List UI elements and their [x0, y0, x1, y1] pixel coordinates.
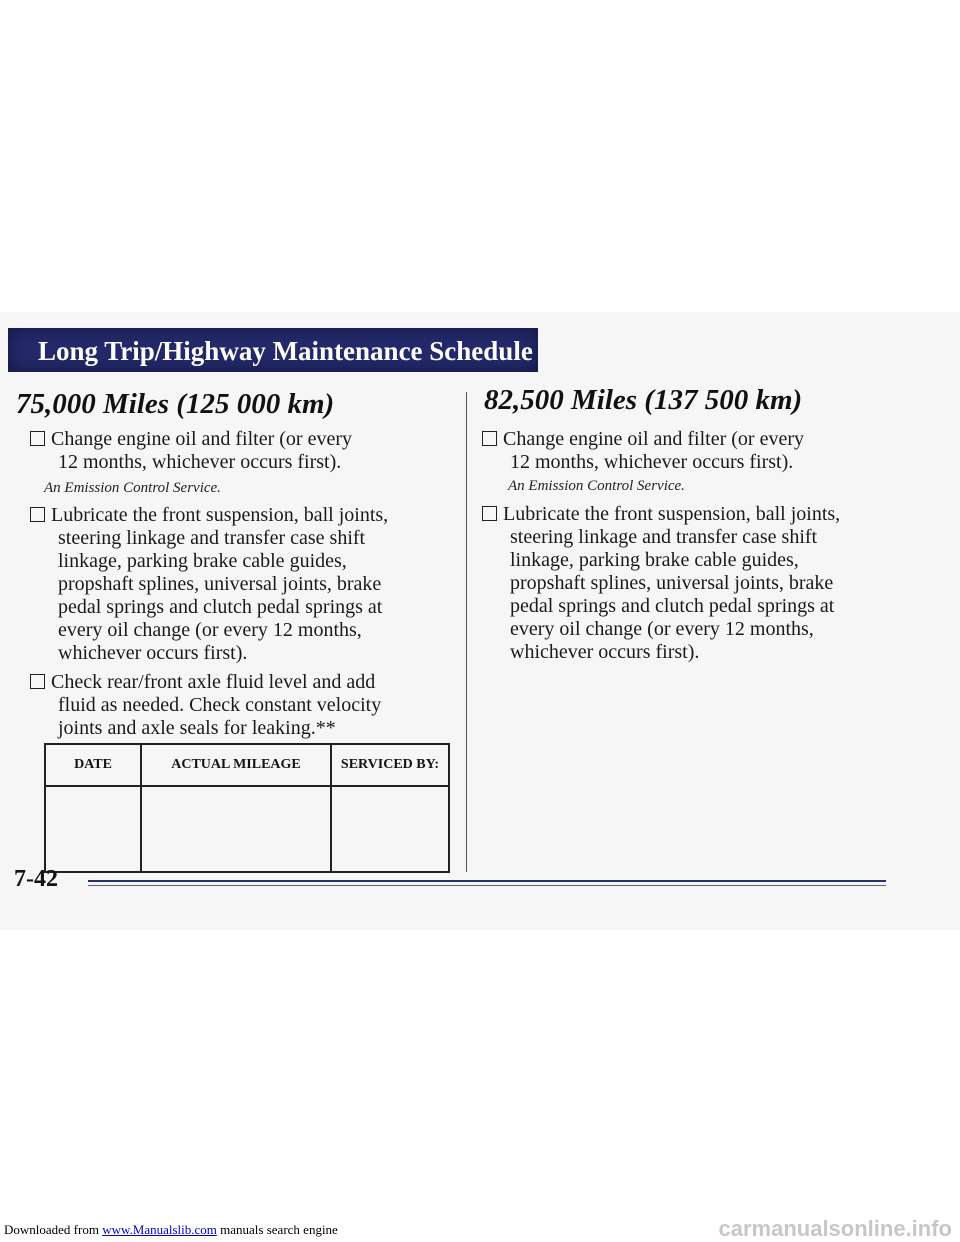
item-text: every oil change (or every 12 months, — [510, 618, 814, 640]
watermark-text: carmanualsonline.info — [718, 1216, 952, 1241]
page-number: 7-42 — [14, 866, 58, 892]
item-text: steering linkage and transfer case shift — [58, 527, 366, 549]
item-text: Change engine oil and filter (or every — [51, 428, 352, 450]
checkbox-icon[interactable] — [482, 506, 497, 521]
left-emission-note: An Emission Control Service. — [44, 480, 221, 496]
item-text: Lubricate the front suspension, ball joints, — [51, 504, 389, 526]
section-banner — [8, 328, 538, 372]
right-emission-note: An Emission Control Service. — [508, 478, 685, 494]
footer-rule — [88, 880, 886, 882]
checkbox-icon[interactable] — [30, 431, 45, 446]
item-text: every oil change (or every 12 months, — [58, 619, 362, 641]
service-record-table — [44, 743, 450, 873]
footer-rule-thin — [88, 885, 886, 886]
item-text: propshaft splines, universal joints, brake — [510, 572, 834, 594]
left-item-lubricate — [30, 504, 388, 665]
table-header-mileage: ACTUAL MILEAGE — [141, 744, 331, 786]
right-item-oil-change — [482, 428, 804, 474]
right-item-lubricate — [482, 503, 840, 664]
checkbox-icon[interactable] — [30, 507, 45, 522]
item-text: whichever occurs first). — [58, 642, 248, 664]
banner-title: Long Trip/Highway Maintenance Schedule — [38, 336, 533, 366]
item-text: pedal springs and clutch pedal springs at — [58, 596, 383, 618]
item-text: Lubricate the front suspension, ball joints, — [503, 503, 841, 525]
item-text: Check rear/front axle fluid level and add — [51, 671, 376, 693]
credit-suffix: manuals search engine — [220, 1222, 338, 1237]
item-text: Change engine oil and filter (or every — [503, 428, 804, 450]
table-header-date: DATE — [45, 744, 141, 786]
item-text: propshaft splines, universal joints, brake — [58, 573, 382, 595]
item-text: 12 months, whichever occurs first). — [58, 451, 342, 473]
manualslib-link[interactable]: www.Manualslib.com — [102, 1222, 217, 1237]
right-heading: 82,500 Miles (137 500 km) — [484, 384, 803, 416]
left-item-axle-check — [30, 671, 381, 740]
item-text: fluid as needed. Check constant velocity — [58, 694, 382, 716]
checkbox-icon[interactable] — [30, 674, 45, 689]
item-text: whichever occurs first). — [510, 641, 700, 663]
item-text: steering linkage and transfer case shift — [510, 526, 818, 548]
item-text: pedal springs and clutch pedal springs at — [510, 595, 835, 617]
credit-prefix: Downloaded from — [4, 1222, 99, 1237]
checkbox-icon[interactable] — [482, 431, 497, 446]
item-text: linkage, parking brake cable guides, — [58, 550, 347, 572]
left-heading: 75,000 Miles (125 000 km) — [16, 388, 335, 420]
left-item-oil-change — [30, 428, 352, 474]
column-divider — [466, 392, 467, 872]
table-header-serviced-by: SERVICED BY: — [331, 744, 449, 786]
item-text: 12 months, whichever occurs first). — [510, 451, 794, 473]
download-credit — [4, 1222, 338, 1238]
mileage-cell[interactable] — [141, 786, 331, 872]
item-text: linkage, parking brake cable guides, — [510, 549, 799, 571]
item-text: joints and axle seals for leaking.** — [58, 717, 336, 739]
serviced-by-cell[interactable] — [331, 786, 449, 872]
date-cell[interactable] — [45, 786, 141, 872]
